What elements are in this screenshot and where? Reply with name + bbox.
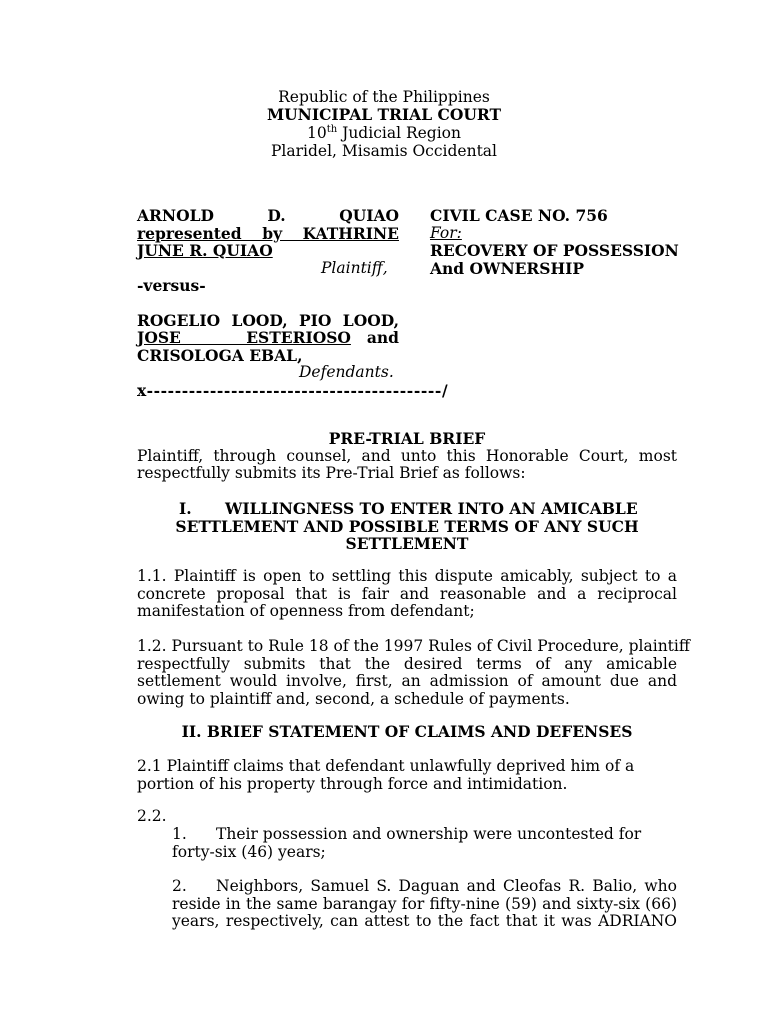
versus-label: -versus- <box>137 276 206 295</box>
item-2-line3: years, respectively, can attest to the fact that it was ADRIANO <box>172 912 677 930</box>
defendant-esterioso: JOSE ESTERIOSO <box>137 328 351 347</box>
header-region <box>0 124 768 142</box>
brief-body <box>137 430 677 483</box>
case-info-block <box>430 207 679 277</box>
defendants-line3: CRISOLOGA EBAL, <box>137 345 303 365</box>
list-item-2 <box>172 878 677 931</box>
paragraph-2-1 <box>137 758 677 793</box>
section-1-line2: SETTLEMENT AND POSSIBLE TERMS OF ANY SUCH <box>175 516 639 536</box>
section-1-heading <box>137 500 677 553</box>
p11-line1: 1.1. Plaintiff is open to settling this dispute amicably, subject to a <box>137 567 677 585</box>
item-2-line2: reside in the same barangay for fifty-nine (59) and sixty-six (66) <box>172 894 677 913</box>
defendants-line1: ROGELIO LOOD, PIO LOOD, <box>137 310 399 330</box>
item-1-line1: Their possession and ownership were uncontested for <box>216 825 642 843</box>
p12-line2: respectfully submits that the desired terms of any amicable <box>137 654 677 673</box>
item-2-line1: Neighbors, Samuel S. Daguan and Cleofas R. Balio, who <box>216 877 677 895</box>
section-1-line1: WILLINGNESS TO ENTER INTO AN AMICABLE <box>225 499 638 518</box>
item-1-number: 1. <box>172 825 187 843</box>
paragraph-1-2 <box>137 637 690 708</box>
plaintiff-name: ARNOLD D. QUIAO <box>137 206 399 225</box>
section-2-heading: II. BRIEF STATEMENT OF CLAIMS AND DEFENSES <box>181 722 633 741</box>
region-suffix: th <box>326 123 338 135</box>
paragraph-1-1 <box>137 568 677 621</box>
p21-line2: portion of his property through force and intimidation. <box>137 774 568 793</box>
case-for-label: For: <box>430 223 462 242</box>
section-1-number: I. <box>179 499 192 518</box>
defendants-and: and <box>366 328 399 347</box>
defendants-role: Defendants. <box>299 363 394 381</box>
p11-line3: manifestation of openness from defendant; <box>137 602 475 620</box>
plaintiff-role: Plaintiff, <box>321 258 388 277</box>
representative-name: JUNE R. QUIAO <box>137 241 273 260</box>
court-header <box>0 88 768 160</box>
p12-line4: owing to plaintiff and, second, a schedule of payments. <box>137 689 570 708</box>
intro-line2: respectfully submits its Pre-Trial Brief as follows: <box>137 464 526 482</box>
p12-line3: settlement would involve, first, an admission of amount due and <box>137 672 677 690</box>
region-text: Judicial Region <box>337 124 461 142</box>
section-1-line3: SETTLEMENT <box>345 534 469 553</box>
header-location: Plaridel, Misamis Occidental <box>271 142 497 160</box>
defendants-line2 <box>137 329 399 347</box>
p11-line2: concrete proposal that is fair and reasonable and a reciprocal <box>137 584 677 603</box>
paragraph-2-2-label: 2.2. <box>137 807 167 825</box>
item-1-line2: forty-six (46) years; <box>172 842 326 861</box>
header-republic: Republic of the Philippines <box>278 88 490 106</box>
region-number: 10 <box>306 124 327 142</box>
intro-line1: Plaintiff, through counsel, and unto this Honorable Court, most <box>137 446 677 465</box>
case-subject-line1: RECOVERY OF POSSESSION <box>430 241 679 260</box>
list-item-1 <box>172 826 677 861</box>
case-subject-line2: And OWNERSHIP <box>430 258 585 278</box>
case-number: CIVIL CASE NO. 756 <box>430 206 608 225</box>
p21-line1: 2.1 Plaintiff claims that defendant unlawfully deprived him of a <box>137 757 635 775</box>
brief-title: PRE-TRIAL BRIEF <box>328 429 486 448</box>
p12-line1: 1.2. Pursuant to Rule 18 of the 1997 Rules of Civil Procedure, plaintiff <box>137 637 690 655</box>
plaintiff-representative: represented by KATHRINE <box>137 223 399 243</box>
item-2-number: 2. <box>172 877 187 895</box>
caption-x-line: x------------------------------------------/ <box>137 380 449 400</box>
header-court: MUNICIPAL TRIAL COURT <box>266 105 501 124</box>
